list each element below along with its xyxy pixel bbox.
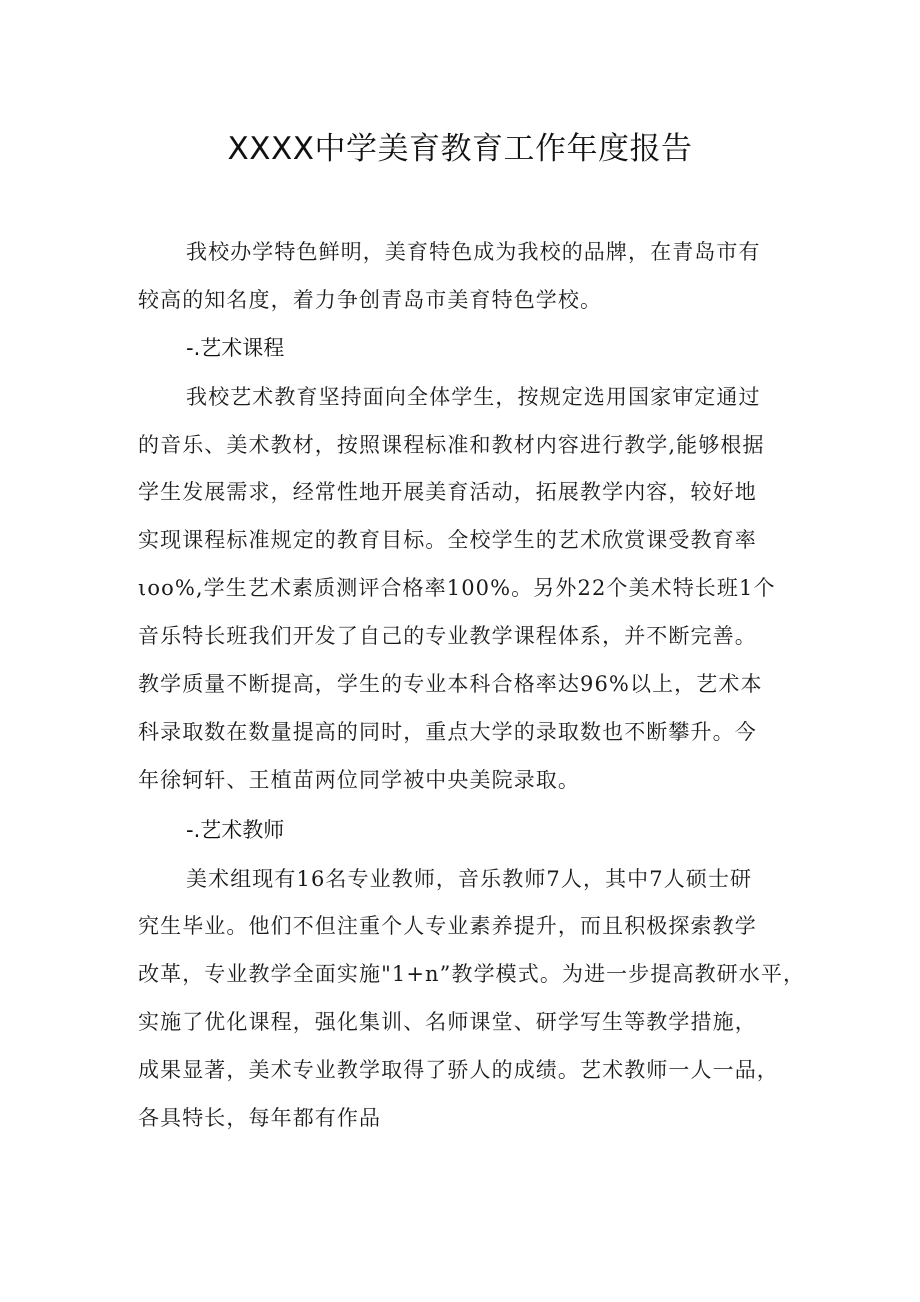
section-heading-art-courses: -.艺术课程	[186, 336, 285, 360]
paragraph-line: 实现课程标准规定的教育目标。全校学生的艺术欣赏课受教育率	[138, 528, 757, 552]
paragraph-line: 各具特长，每年都有作品	[138, 1106, 382, 1130]
paragraph-line: 我校艺术教育坚持面向全体学生，按规定选用国家审定通过	[186, 385, 761, 409]
paragraph-line: 的音乐、美术教材，按照课程标准和教材内容进行教学,能够根据	[138, 433, 765, 457]
paragraph-line: 科录取数在数量提高的同时，重点大学的录取数也不断攀升。今	[138, 720, 757, 744]
paragraph-line: 成果显著，美术专业教学取得了骄人的成绩。艺术教师一人一品，	[138, 1058, 779, 1082]
paragraph-line: 改革，专业教学全面实施"1+n”教学模式。为进一步提高教研水平，	[138, 962, 806, 986]
document-title: XXXX中学美育教育工作年度报告	[227, 131, 693, 167]
paragraph-line: 我校办学特色鲜明，美育特色成为我校的品牌，在青岛市有	[186, 240, 761, 264]
paragraph-line: 学生发展需求，经常性地开展美育活动，拓展教学内容，较好地	[138, 480, 757, 504]
paragraph-line: 美术组现有16名专业教师，音乐教师7人，其中7人硕士研	[186, 867, 753, 891]
paragraph-line: 音乐特长班我们开发了自己的专业教学课程体系，并不断完善。	[138, 624, 757, 648]
paragraph-line: 较高的知名度，着力争创青岛市美育特色学校。	[138, 288, 603, 312]
paragraph-line: 究生毕业。他们不但注重个人专业素养提升，而且积极探索教学	[138, 914, 757, 938]
paragraph-line: 年徐轲轩、王植苗两位同学被中央美院录取。	[138, 768, 580, 792]
paragraph-line: ιoo%,学生艺术素质测评合格率100%。另外22个美术特长班1个	[138, 576, 776, 600]
section-heading-art-teachers: -.艺术教师	[186, 818, 285, 842]
paragraph-line: 实施了优化课程，强化集训、名师课堂、研学写生等教学措施，	[138, 1010, 757, 1034]
paragraph-line: 教学质量不断提高，学生的专业本科合格率达96%以上，艺术本	[138, 672, 763, 696]
